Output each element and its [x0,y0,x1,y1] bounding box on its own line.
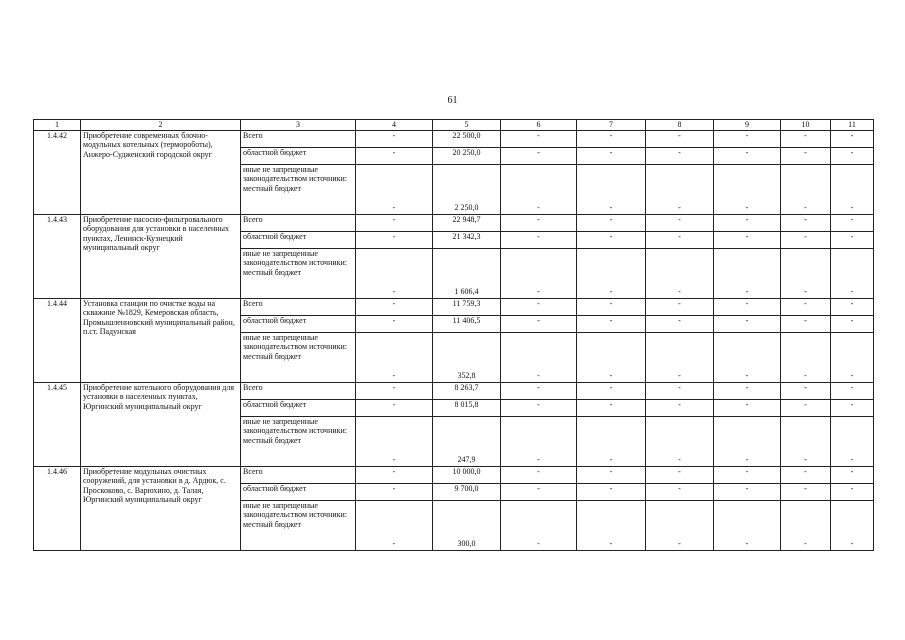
total-value: 11 759,3 [433,298,501,315]
dash-cell: - [646,147,714,164]
column-header: 5 [433,120,501,131]
dash-cell: - [356,164,433,214]
dash-cell: - [356,130,433,147]
regional-value: 21 342,3 [433,231,501,248]
item-name: Приобретение насосно-фильтровального оборудования для установки в населенных пунктах, Ленинск-Кузнецкий муниципальный округ [81,214,241,298]
dash-cell: - [714,500,781,550]
regional-budget-label: областной бюджет [241,147,356,164]
dash-cell: - [356,382,433,399]
other-sources-label: иные не запрещенные законодательством источники: [243,332,348,351]
dash-cell: - [831,332,874,382]
dash-cell: - [501,483,577,500]
other-sources-cell [241,164,356,214]
column-header: 7 [577,120,646,131]
other-sources-cell [241,416,356,466]
dash-cell: - [577,416,646,466]
dash-cell: - [646,214,714,231]
dash-cell: - [356,500,433,550]
dash-cell: - [714,416,781,466]
local-budget-label: местный бюджет [243,519,301,529]
dash-cell: - [831,164,874,214]
dash-cell: - [781,164,831,214]
dash-cell: - [646,332,714,382]
local-budget-label: местный бюджет [243,183,301,193]
dash-cell: - [501,315,577,332]
total-value: 22 500,0 [433,130,501,147]
dash-cell: - [646,399,714,416]
dash-cell: - [714,483,781,500]
total-label: Всего [241,466,356,483]
dash-cell: - [577,466,646,483]
budget-table [33,119,874,551]
item-code: 1.4.42 [34,130,81,214]
item-name: Приобретение модульных очистных сооружений, для установки в д. Ардюк, с. Проскоково, с. Варюхино, д. Талая, Юргинский муниципальный округ [81,466,241,550]
item-code: 1.4.43 [34,214,81,298]
dash-cell: - [501,399,577,416]
dash-cell: - [714,315,781,332]
dash-cell: - [501,466,577,483]
table-row [34,466,874,483]
column-header: 2 [81,120,241,131]
item-name: Установка станции по очистке воды на скважине №1829, Кемеровская область, Промышленновский муниципальный район, п.ст. Падунская [81,298,241,382]
dash-cell: - [577,164,646,214]
dash-cell: - [577,399,646,416]
total-value: 22 948,7 [433,214,501,231]
dash-cell: - [831,248,874,298]
dash-cell: - [501,231,577,248]
dash-cell: - [577,231,646,248]
dash-cell: - [577,483,646,500]
item-name: Приобретение современных блочно-модульных котельных (термороботы), Анжеро-Судженский городской округ [81,130,241,214]
regional-budget-label: областной бюджет [241,399,356,416]
dash-cell: - [356,231,433,248]
column-header: 6 [501,120,577,131]
dash-cell: - [781,130,831,147]
dash-cell: - [356,298,433,315]
dash-cell: - [714,399,781,416]
total-label: Всего [241,298,356,315]
column-header: 4 [356,120,433,131]
dash-cell: - [831,231,874,248]
dash-cell: - [646,483,714,500]
regional-value: 9 700,0 [433,483,501,500]
dash-cell: - [714,231,781,248]
dash-cell: - [501,416,577,466]
dash-cell: - [577,248,646,298]
regional-value: 8 015,8 [433,399,501,416]
dash-cell: - [831,130,874,147]
total-label: Всего [241,214,356,231]
dash-cell: - [577,147,646,164]
dash-cell: - [714,466,781,483]
dash-cell: - [501,298,577,315]
dash-cell: - [577,382,646,399]
dash-cell: - [781,382,831,399]
local-value: 2 250,0 [433,164,501,214]
dash-cell: - [831,483,874,500]
dash-cell: - [714,298,781,315]
total-label: Всего [241,382,356,399]
dash-cell: - [831,416,874,466]
dash-cell: - [646,130,714,147]
dash-cell: - [577,332,646,382]
dash-cell: - [781,214,831,231]
dash-cell: - [714,130,781,147]
dash-cell: - [781,298,831,315]
dash-cell: - [781,466,831,483]
total-label: Всего [241,130,356,147]
dash-cell: - [501,248,577,298]
regional-value: 20 250,0 [433,147,501,164]
dash-cell: - [714,147,781,164]
dash-cell: - [831,315,874,332]
page-number: 61 [447,95,458,106]
other-sources-cell [241,248,356,298]
dash-cell: - [356,416,433,466]
dash-cell: - [501,164,577,214]
dash-cell: - [714,248,781,298]
dash-cell: - [646,416,714,466]
other-sources-cell [241,332,356,382]
other-sources-cell [241,500,356,550]
dash-cell: - [356,332,433,382]
dash-cell: - [501,500,577,550]
regional-value: 11 406,5 [433,315,501,332]
dash-cell: - [781,483,831,500]
item-code: 1.4.46 [34,466,81,550]
dash-cell: - [577,315,646,332]
dash-cell: - [646,231,714,248]
dash-cell: - [577,500,646,550]
dash-cell: - [646,382,714,399]
dash-cell: - [831,399,874,416]
dash-cell: - [781,416,831,466]
table-row [34,298,874,315]
dash-cell: - [501,382,577,399]
dash-cell: - [781,231,831,248]
dash-cell: - [646,466,714,483]
dash-cell: - [356,147,433,164]
dash-cell: - [356,315,433,332]
column-header: 3 [241,120,356,131]
regional-budget-label: областной бюджет [241,315,356,332]
table-row [34,130,874,147]
dash-cell: - [831,466,874,483]
dash-cell: - [781,332,831,382]
dash-cell: - [356,483,433,500]
local-budget-label: местный бюджет [243,435,301,445]
dash-cell: - [781,500,831,550]
table-row [34,382,874,399]
dash-cell: - [646,500,714,550]
column-header: 11 [831,120,874,131]
table-header [34,120,874,131]
dash-cell: - [781,399,831,416]
dash-cell: - [831,147,874,164]
dash-cell: - [577,130,646,147]
dash-cell: - [501,130,577,147]
item-code: 1.4.44 [34,298,81,382]
local-value: 247,9 [433,416,501,466]
dash-cell: - [831,214,874,231]
dash-cell: - [577,214,646,231]
other-sources-label: иные не запрещенные законодательством источники: [243,248,348,267]
column-header: 9 [714,120,781,131]
column-header: 1 [34,120,81,131]
dash-cell: - [831,500,874,550]
dash-cell: - [714,214,781,231]
total-value: 8 263,7 [433,382,501,399]
local-value: 352,8 [433,332,501,382]
dash-cell: - [356,214,433,231]
table-body [34,130,874,550]
column-header: 10 [781,120,831,131]
dash-cell: - [781,147,831,164]
dash-cell: - [646,164,714,214]
dash-cell: - [781,315,831,332]
local-budget-label: местный бюджет [243,267,301,277]
regional-budget-label: областной бюджет [241,483,356,500]
regional-budget-label: областной бюджет [241,231,356,248]
dash-cell: - [781,248,831,298]
dash-cell: - [714,332,781,382]
table-row [34,214,874,231]
local-value: 1 606,4 [433,248,501,298]
item-name: Приобретение котельного оборудования для установки в населенных пунктах, Юргинский муниципальный округ [81,382,241,466]
dash-cell: - [714,164,781,214]
dash-cell: - [356,399,433,416]
dash-cell: - [501,332,577,382]
dash-cell: - [646,315,714,332]
dash-cell: - [646,298,714,315]
column-header: 8 [646,120,714,131]
dash-cell: - [714,382,781,399]
local-budget-label: местный бюджет [243,351,301,361]
dash-cell: - [646,248,714,298]
dash-cell: - [356,466,433,483]
dash-cell: - [501,147,577,164]
dash-cell: - [831,382,874,399]
dash-cell: - [356,248,433,298]
other-sources-label: иные не запрещенные законодательством источники: [243,164,348,183]
dash-cell: - [831,298,874,315]
dash-cell: - [501,214,577,231]
total-value: 10 000,0 [433,466,501,483]
item-code: 1.4.45 [34,382,81,466]
other-sources-label: иные не запрещенные законодательством источники: [243,416,348,435]
dash-cell: - [577,298,646,315]
local-value: 300,0 [433,500,501,550]
other-sources-label: иные не запрещенные законодательством источники: [243,500,348,519]
